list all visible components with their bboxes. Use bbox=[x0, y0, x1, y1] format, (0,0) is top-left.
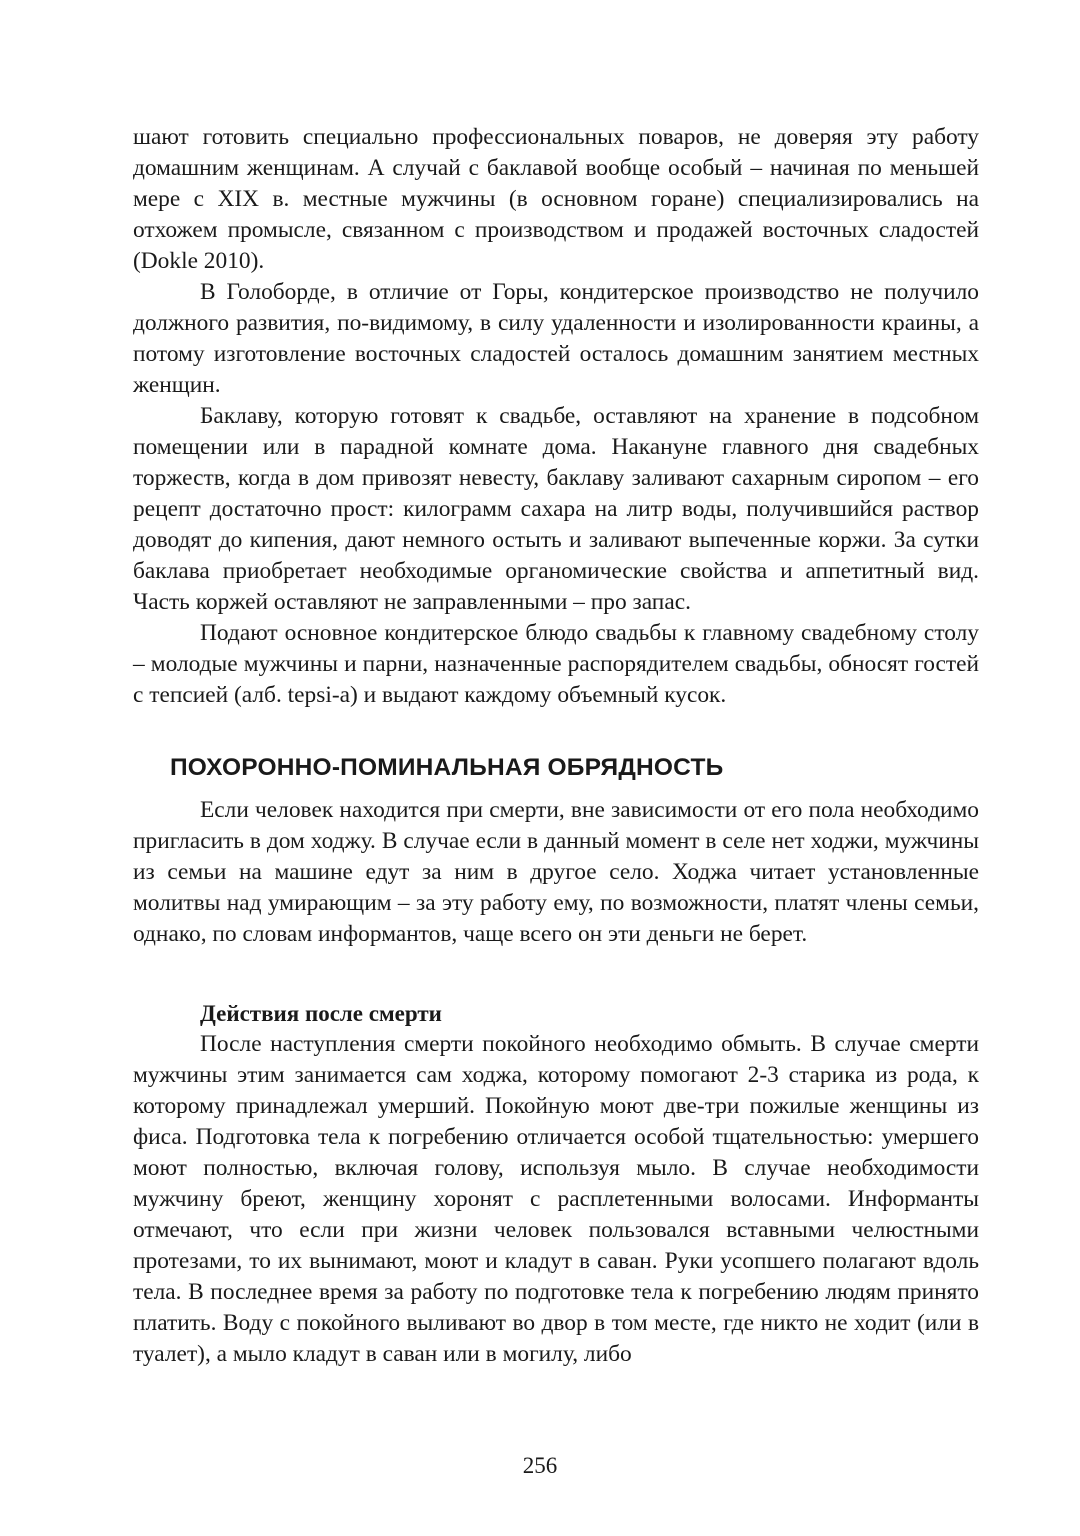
paragraph-5: Если человек находится при смерти, вне зависимости от его пола необходимо пригласить в дом ходжу. В случае если в данный момент в селе нет ходжи, мужчины из семьи на машине едут за ним в другое село. Ходжа читает установленные молитвы над умирающим – за эту работу ему, по возможности, платят члены семьи, однако, по словам информантов, чаще всего он эти деньги не берет. bbox=[133, 797, 979, 947]
paragraph-6: После наступления смерти покойного необходимо обмыть. В случае смерти мужчины этим занимается сам ходжа, которому помогают 2-3 старика из рода, к которому принадлежал умерший. Покойную моют две-три пожилые женщины из фиса. Подготовка тела к погребению отличается особой тщательностью: умершего моют полностью, включая голову, используя мыло. В случае необходимости мужчину бреют, женщину хоронят с расплетенными волосами. Информанты отмечают, что если при жизни человек пользовался вставными челюстными протезами, то их вынимают, моют и кладут в саван. Руки усопшего полагают вдоль тела. В последнее время за работу по подготовке тела к погребению людям принято платить. Воду с покойного выливают во двор в том месте, где никто не ходит (или в туалет), а мыло кладут в саван или в могилу, либо bbox=[133, 1031, 979, 1367]
paragraph-1: шают готовить специально профессиональных поваров, не доверяя эту работу домашним женщинам. А случай с баклавой вообще особый – начиная по меньшей мере с XIX в. местные мужчины (в основном горане) специализировались на отхожем промысле, связанном с производством и продажей восточных сладостей (Dokle 2010). bbox=[133, 124, 979, 274]
paragraph-2: В Голоборде, в отличие от Горы, кондитерское производство не получило должного развития, по-видимому, в силу удаленности и изолированности краины, а потому изготовление восточных сладостей осталось домашним занятием местных женщин. bbox=[133, 279, 979, 398]
page-content bbox=[133, 122, 979, 1370]
subsection-heading: Действия после смерти bbox=[200, 1001, 442, 1026]
page-number: 256 bbox=[522, 1453, 558, 1478]
section-heading: ПОХОРОННО-ПОМИНАЛЬНАЯ ОБРЯДНОСТЬ bbox=[170, 754, 724, 781]
paragraph-3: Баклаву, которую готовят к свадьбе, оставляют на хранение в подсобном помещении или в парадной комнате дома. Накануне главного дня свадебных торжеств, когда в дом привозят невесту, баклаву заливают сахарным сиропом – его рецепт достаточно прост: килограмм сахара на литр воды, получившийся раствор доводят до кипения, дают немного остыть и заливают выпеченные коржи. За сутки баклава приобретает необходимые органомические свойства и аппетитный вид. Часть коржей оставляют не заправленными – про запас. bbox=[133, 403, 979, 615]
paragraph-4: Подают основное кондитерское блюдо свадьбы к главному свадебному столу – молодые мужчины и парни, назначенные распорядителем свадьбы, обносят гостей с тепсией (алб. tepsi-a) и выдают каждому объемный кусок. bbox=[133, 620, 979, 708]
